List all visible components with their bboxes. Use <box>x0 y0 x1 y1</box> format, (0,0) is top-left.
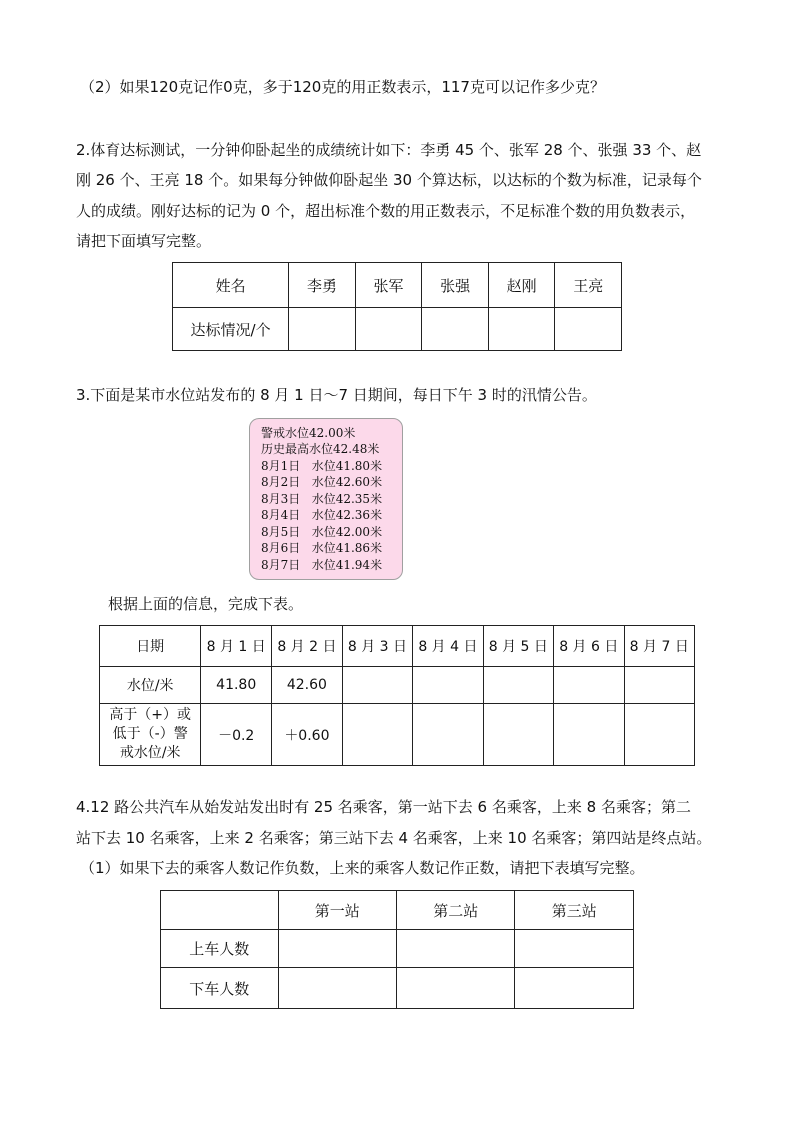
value-cell: 42.60 <box>272 667 343 704</box>
table-row <box>100 704 695 766</box>
answer-cell[interactable] <box>278 968 396 1009</box>
answer-cell[interactable] <box>488 308 555 351</box>
table-header-cell: 赵刚 <box>488 263 555 308</box>
table-header-cell: 李勇 <box>289 263 356 308</box>
table-header-cell: 8 月 2 日 <box>272 626 343 667</box>
table-header-cell: 第一站 <box>278 891 396 930</box>
table-header-cell: 8 月 1 日 <box>201 626 272 667</box>
answer-cell[interactable] <box>355 308 422 351</box>
value-cell: 41.80 <box>201 667 272 704</box>
value-cell: ＋0.60 <box>272 704 343 766</box>
table-header-cell <box>161 891 279 930</box>
answer-cell[interactable] <box>396 930 514 968</box>
table-header-row <box>100 626 695 667</box>
table-row-label: 上车人数 <box>161 930 279 968</box>
answer-cell[interactable] <box>515 968 634 1009</box>
table-header-cell: 第二站 <box>396 891 514 930</box>
table-row-label: 达标情况/个 <box>173 308 289 351</box>
table-header-cell: 8 月 5 日 <box>483 626 553 667</box>
answer-cell[interactable] <box>342 667 412 704</box>
table-header-cell: 8 月 3 日 <box>342 626 412 667</box>
question-4-line-1: 4.12 路公共汽车从始发站发出时有 25 名乘客，第一站下去 6 名乘客，上来 8 名乘客；第二 <box>76 798 691 816</box>
passenger-table <box>160 890 634 1009</box>
answer-cell[interactable] <box>413 667 483 704</box>
question-3-instruction: 根据上面的信息，完成下表。 <box>108 595 304 613</box>
notice-line: 8月3日 水位42.35米 <box>261 492 383 506</box>
answer-cell[interactable] <box>396 968 514 1009</box>
table-header-cell: 8 月 6 日 <box>554 626 624 667</box>
question-2-line-2: 刚 26 个、王亮 18 个。如果每分钟做仰卧起坐 30 个算达标，以达标的个数为标准，记录每个 <box>76 171 702 189</box>
notice-line: 8月1日 水位41.80米 <box>261 459 383 473</box>
table-header-cell: 王亮 <box>555 263 622 308</box>
table-header-cell: 第三站 <box>515 891 634 930</box>
water-level-table <box>99 625 695 766</box>
table-header-row <box>173 263 622 308</box>
question-1-part-2: （2）如果120克记作0克，多于120克的用正数表示，117克可以记作多少克？ <box>80 78 605 96</box>
answer-cell[interactable] <box>554 667 624 704</box>
notice-line: 8月5日 水位42.00米 <box>261 525 383 539</box>
flood-notice-board <box>249 418 403 580</box>
notice-line: 8月7日 水位41.94米 <box>261 558 383 572</box>
notice-line: 警戒水位42.00米 <box>261 426 356 440</box>
answer-cell[interactable] <box>289 308 356 351</box>
value-cell: －0.2 <box>201 704 272 766</box>
question-3-line: 3.下面是某市水位站发布的 8 月 1 日～7 日期间，每日下午 3 时的汛情公告。 <box>76 386 597 404</box>
answer-cell[interactable] <box>342 704 412 766</box>
table-row-label: 下车人数 <box>161 968 279 1009</box>
row-label-line: 低于（-）警 <box>112 726 188 742</box>
table-header-cell: 张强 <box>422 263 489 308</box>
table-header-cell: 姓名 <box>173 263 289 308</box>
row-label-line: 高于（+）或 <box>109 707 192 723</box>
question-2-line-3: 人的成绩。刚好达标的记为 0 个，超出标准个数的用正数表示，不足标准个数的用负数表示， <box>76 202 696 220</box>
question-4-line-2: 站下去 10 名乘客，上来 2 名乘客；第三站下去 4 名乘客，上来 10 名乘客；第四站是终点站。 <box>76 829 712 847</box>
answer-cell[interactable] <box>554 704 624 766</box>
question-4-line-3: （1）如果下去的乘客人数记作负数，上来的乘客人数记作正数，请把下表填写完整。 <box>80 859 645 877</box>
table-header-cell: 8 月 4 日 <box>413 626 483 667</box>
question-2-line-4: 请把下面填写完整。 <box>76 232 212 250</box>
table-header-cell: 日期 <box>100 626 201 667</box>
table-header-row <box>161 891 634 930</box>
table-row-label <box>100 704 201 766</box>
table-row <box>100 667 695 704</box>
table-row <box>161 930 634 968</box>
answer-cell[interactable] <box>483 667 553 704</box>
answer-cell[interactable] <box>555 308 622 351</box>
question-2-line-1: 2.体育达标测试，一分钟仰卧起坐的成绩统计如下：李勇 45 个、张军 28 个、张强 33 个、赵 <box>76 141 702 159</box>
fitness-table <box>172 262 622 351</box>
row-label-line: 戒水位/米 <box>119 745 181 761</box>
answer-cell[interactable] <box>624 667 695 704</box>
table-row-label: 水位/米 <box>100 667 201 704</box>
table-header-cell: 张军 <box>355 263 422 308</box>
answer-cell[interactable] <box>515 930 634 968</box>
answer-cell[interactable] <box>624 704 695 766</box>
table-row <box>161 968 634 1009</box>
notice-line: 8月6日 水位41.86米 <box>261 541 383 555</box>
answer-cell[interactable] <box>413 704 483 766</box>
answer-cell[interactable] <box>483 704 553 766</box>
notice-line: 8月2日 水位42.60米 <box>261 475 383 489</box>
answer-cell[interactable] <box>278 930 396 968</box>
table-row <box>173 308 622 351</box>
table-header-cell: 8 月 7 日 <box>624 626 695 667</box>
notice-line: 8月4日 水位42.36米 <box>261 508 383 522</box>
answer-cell[interactable] <box>422 308 489 351</box>
notice-line: 历史最高水位42.48米 <box>261 442 380 456</box>
